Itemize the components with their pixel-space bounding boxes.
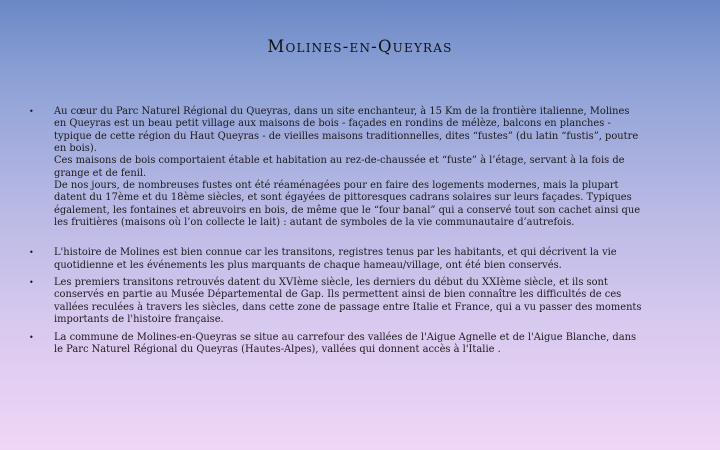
paragraph-line: grange et de fenil.	[54, 167, 147, 179]
bullet-marker: •	[29, 332, 34, 342]
paragraph-line: L'histoire de Molines est bien connue car les transitons, registres tenus par les habitants, et qui décrivent la vie	[54, 247, 617, 259]
paragraph-line: La commune de Molines-en-Queyras se situe au carrefour des vallées de l'Aigue Agnelle et de l'Aigue Blanche, dans	[54, 331, 637, 343]
paragraph-line: Ces maisons de bois comportaient étable et habitation au rez-de-chaussée et “fuste” à l’étage, servant à la fois de	[54, 155, 625, 167]
slide-title: Molines-en-Queyras	[267, 37, 453, 56]
paragraph-line: importants de l'histoire française.	[54, 314, 224, 326]
bullet-item	[24, 106, 696, 229]
paragraph-line: Les premiers transitons retrouvés datent du XVIème siècle, les derniers du début du XXIème siècle, et ils sont	[54, 277, 608, 289]
paragraph-line: conservés en partie au Musée Départemental de Gap. Ils permettent ainsi de bien connaître les difficultés de ces	[54, 289, 622, 301]
paragraph-line: vallées reculées à travers les siècles, dans cette zone de passage entre Italie et France, qui a vu passer des moments	[54, 301, 642, 313]
paragraph-line: De nos jours, de nombreuses fustes ont été réaménagées pour en faire des logements modernes, mais la plupart	[54, 180, 619, 192]
paragraph-line: le Parc Naturel Régional du Queyras (Hautes-Alpes), vallées qui donnent accès à l'Italie .	[54, 343, 501, 355]
paragraph-line: datent du 17ème et du 18ème siècles, et sont égayées de pittoresques cadrans solaires sur leurs façades. Typiques	[54, 192, 632, 204]
bullet-list	[24, 106, 696, 356]
bullet-item	[24, 277, 696, 326]
bullet-marker: •	[29, 248, 34, 258]
bullet-item	[24, 247, 696, 272]
bullet-marker: •	[29, 107, 34, 116]
paragraph-line: typique de cette région du Haut Queyras - de vieilles maisons traditionnelles, dites “fustes” (du latin “fustis”, poutre	[54, 130, 639, 142]
paragraph-line: quotidienne et les événements les plus marquants de chaque hameau/village, ont été bien conservés.	[54, 259, 562, 271]
paragraph-line: également, les fontaines et abreuvoirs en bois, de même que le “four banal” qui a conservé tout son cachet ainsi que	[54, 204, 641, 216]
bullet-item	[24, 332, 696, 357]
paragraph-line: en bois).	[54, 143, 97, 155]
bullet-marker: •	[29, 278, 34, 288]
paragraph-line: les fruitières (maisons où l’on collecte le lait) : autant de symboles de la vie communautaire d’autrefois.	[54, 217, 575, 229]
paragraph-line: en Queyras est un beau petit village aux maisons de bois - façades en rondins de mélèze, balcons en planches -	[54, 118, 611, 130]
paragraph-line: Au cœur du Parc Naturel Régional du Queyras, dans un site enchanteur, à 15 Km de la frontière italienne, Molines	[54, 106, 630, 117]
